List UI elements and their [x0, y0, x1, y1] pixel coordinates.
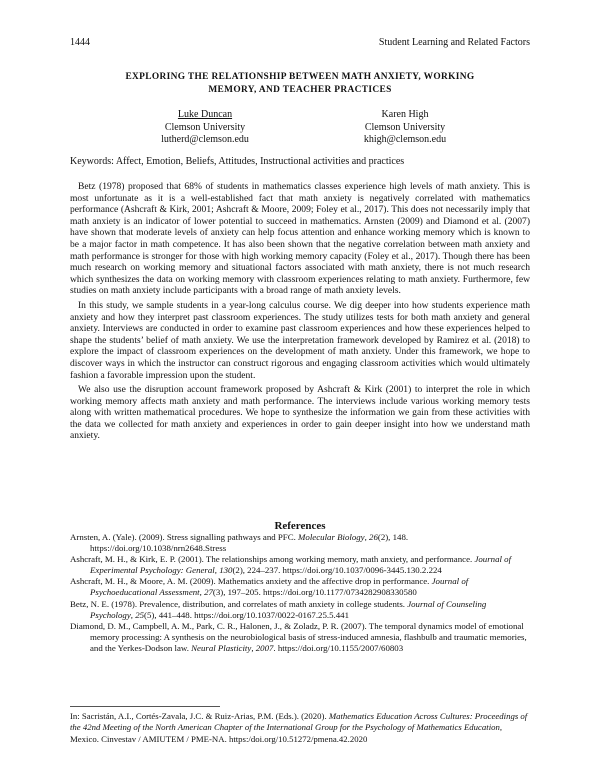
- body-paragraph-2: In this study, we sample students in a year-long calculus course. We dig deeper into how students experience math anxiety and how they interpret past classroom experiences. The study utilizes tests for both math anxiety and general anxiety. Interviews are conducted in order to examine past classroom experiences and how these experiences helped to shape the students’ belief of math anxiety. We use the interpretation framework developed by Ramirez et al. (2018) to explore the impact of classroom experiences on the development of math anxiety. Under this framework, we hope to discover ways in which the instructor can construct rigorous and engaging classroom activities which would ultimately fashion a favorable impression upon the student.: [70, 299, 530, 381]
- references-heading: References: [274, 520, 326, 532]
- references-list: [70, 532, 530, 654]
- author-name: Luke Duncan: [177, 109, 233, 120]
- author-block-1: [95, 109, 315, 147]
- paper-title-line-1: EXPLORING THE RELATIONSHIP BETWEEN MATH ANXIETY, WORKING: [125, 72, 475, 82]
- running-head: Student Learning and Related Factors: [378, 37, 530, 48]
- reference-item: Arnsten, A. (Yale). (2009). Stress signalling pathways and PFC. Molecular Biology, 26(2), 148. https://doi.org/10.1038/nrn2648.Stress: [70, 532, 409, 554]
- author-email: lutherd@clemson.edu: [161, 134, 249, 145]
- author-affiliation: Clemson University: [364, 121, 446, 133]
- author-block-2: [295, 109, 515, 147]
- paper-title-line-2: MEMORY, AND TEACHER PRACTICES: [208, 85, 392, 95]
- paper-title: [70, 71, 530, 97]
- reference-item: Diamond, D. M., Campbell, A. M., Park, C. R., Halonen, J., & Zoladz, P. R. (2007). The temporal dynamics model of emotional memory processing: A synthesis on the neurobiological basis of stress-induced amnesia, flashbulb and traumatic memories, and the Yerkes-Dodson law. Neural Plasticity, 2007. https://doi.org/10.1155/2007/60803: [70, 620, 527, 653]
- author-name: Karen High: [381, 109, 429, 120]
- page-number: 1444: [70, 37, 90, 48]
- reference-item: Ashcraft, M. H., & Kirk, E. P. (2001). The relationships among working memory, math anxiety, and performance. Journal of Experimental Psychology: General, 130(2), 224–237. https://doi.org/10.1037/0096-3445.130.2.224: [70, 554, 512, 576]
- reference-item: Betz, N. E. (1978). Prevalence, distribution, and correlates of math anxiety in college students. Journal of Counseling Psychology, 25(5), 441–448. https://doi.org/10.1037/0022-0167.25.5.441: [70, 598, 487, 620]
- keywords-line: Keywords: Affect, Emotion, Beliefs, Attitudes, Instructional activities and practices: [70, 156, 405, 167]
- author-affiliation: Clemson University: [164, 121, 246, 133]
- author-email: khigh@clemson.edu: [363, 134, 447, 145]
- body-paragraph-1: Betz (1978) proposed that 68% of students in mathematics classes experience high levels of math anxiety. This is most unfortunate as it is a well-established fact that math anxiety is negatively correlated with mathematics performance (Ashcraft & Kirk, 2001; Ashcraft & Moore, 2009; Foley et al., 2017). This does not necessarily imply that math anxiety is an indicator of lower potential to succeed in mathematics. Arnsten (2009) and Diamond et al. (2007) have shown that moderate levels of anxiety can help focus attention and enhance working memory which is known to be a major factor in math competence. It has also been shown that the negative correlation between math anxiety and math performance is stronger for those with high working memory capacity (Foley et al., 2017). Though there has been much research on working memory and situational factors associated with math anxiety, there is not much research which synthesizes the data on working memory with classroom experiences relating to math anxiety. Furthermore, few studies on math anxiety include participants with a broad range of math anxiety levels.: [70, 181, 530, 297]
- proceedings-footer: In: Sacristán, A.I., Cortés-Zavala, J.C. & Ruiz-Arias, P.M. (Eds.). (2020). Mathematics Education Across Cultures: Proceedings of the 42nd Meeting of the North American Chapter of the International Group for the Psychology of Mathematics Education, Mexico. Cinvestav / AMIUTEM / PME-NA. https:/doi.org/10.51272/pmena.42.2020: [70, 711, 528, 744]
- body-text: [70, 181, 530, 445]
- body-paragraph-3: We also use the disruption account framework proposed by Ashcraft & Kirk (2001) to interpret the role in which working memory affects math anxiety and math performance. The interviews include various working memory tests along with written mathematical procedures. We hope to synthesize the information we gain from these activities with the data we collected for math anxiety and experiences in order to gain deeper insight into how we understand math anxiety.: [70, 384, 530, 442]
- footer-divider: [70, 706, 220, 707]
- reference-item: Ashcraft, M. H., & Moore, A. M. (2009). Mathematics anxiety and the affective drop in performance. Journal of Psychoeducational Assessment, 27(3), 197–205. https://doi.org/10.1177/0734282908330580: [70, 576, 469, 598]
